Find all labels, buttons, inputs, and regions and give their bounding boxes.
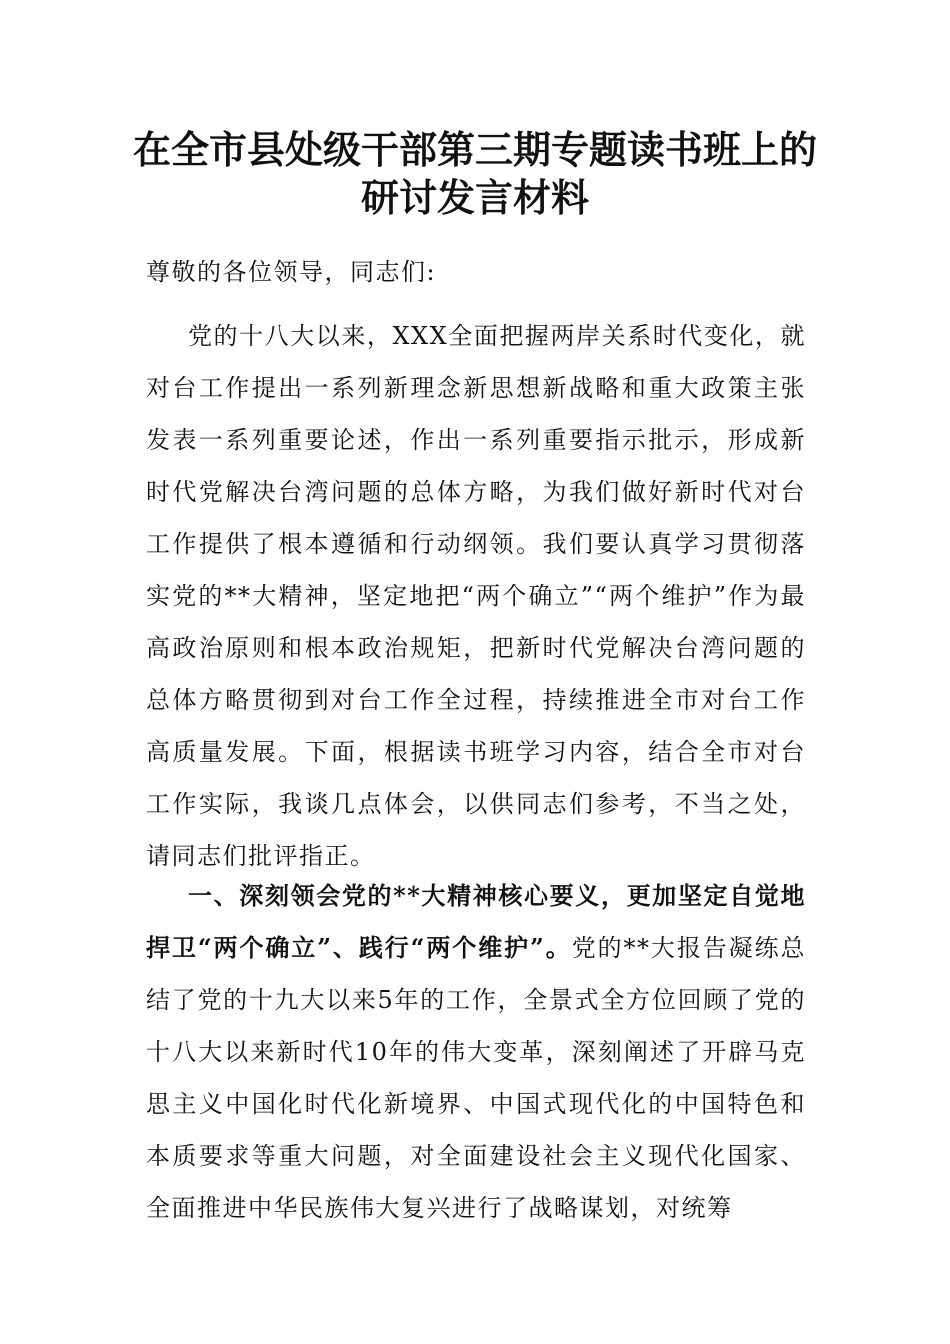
paragraph-intro: 党的十八大以来，XXX全面把握两岸关系时代变化，就对台工作提出一系列新理念新思想新战略和重大政策主张发表一系列重要论述，作出一系列重要指示批示，形成新时代党解决台湾问题的总体方略，为我们做好新时代对台工作提供了根本遵循和行动纲领。我们要认真学习贯彻落实党的**大精神，坚定地把“两个确立”“两个维护”作为最高政治原则和根本政治规矩，把新时代党解决台湾问题的总体方略贯彻到对台工作全过程，持续推进全市对台工作高质量发展。下面，根据读书班学习内容，结合全市对台工作实际，我谈几点体会，以供同志们参考，不当之处，请同志们批评指正。 [146, 322, 806, 870]
salutation: 尊敬的各位领导，同志们: [146, 258, 437, 286]
document-title-line-1: 在全市县处级干部第三期专题读书班上的 [132, 127, 817, 172]
section-1-text: 党的**大报告凝练总结了党的十九大以来5年的工作，全景式全方位回顾了党的十八大以来新时代10年的伟大变革，深刻阐述了开辟马克思主义中国化时代化新境界、中国式现代化的中国特色和本质要求等重大问题，对全面建设社会主义现代化国家、全面推进中华民族伟大复兴进行了战略谋划，对统筹 [146, 934, 807, 1222]
document-title-line-2: 研讨发言材料 [360, 175, 589, 220]
section-1-heading: 一、深刻领会党的**大精神核心要义，更加坚定自觉地捍卫“两个确立”、践行“两个维护”。 [146, 881, 806, 962]
paragraph-section-1 [146, 870, 806, 1234]
